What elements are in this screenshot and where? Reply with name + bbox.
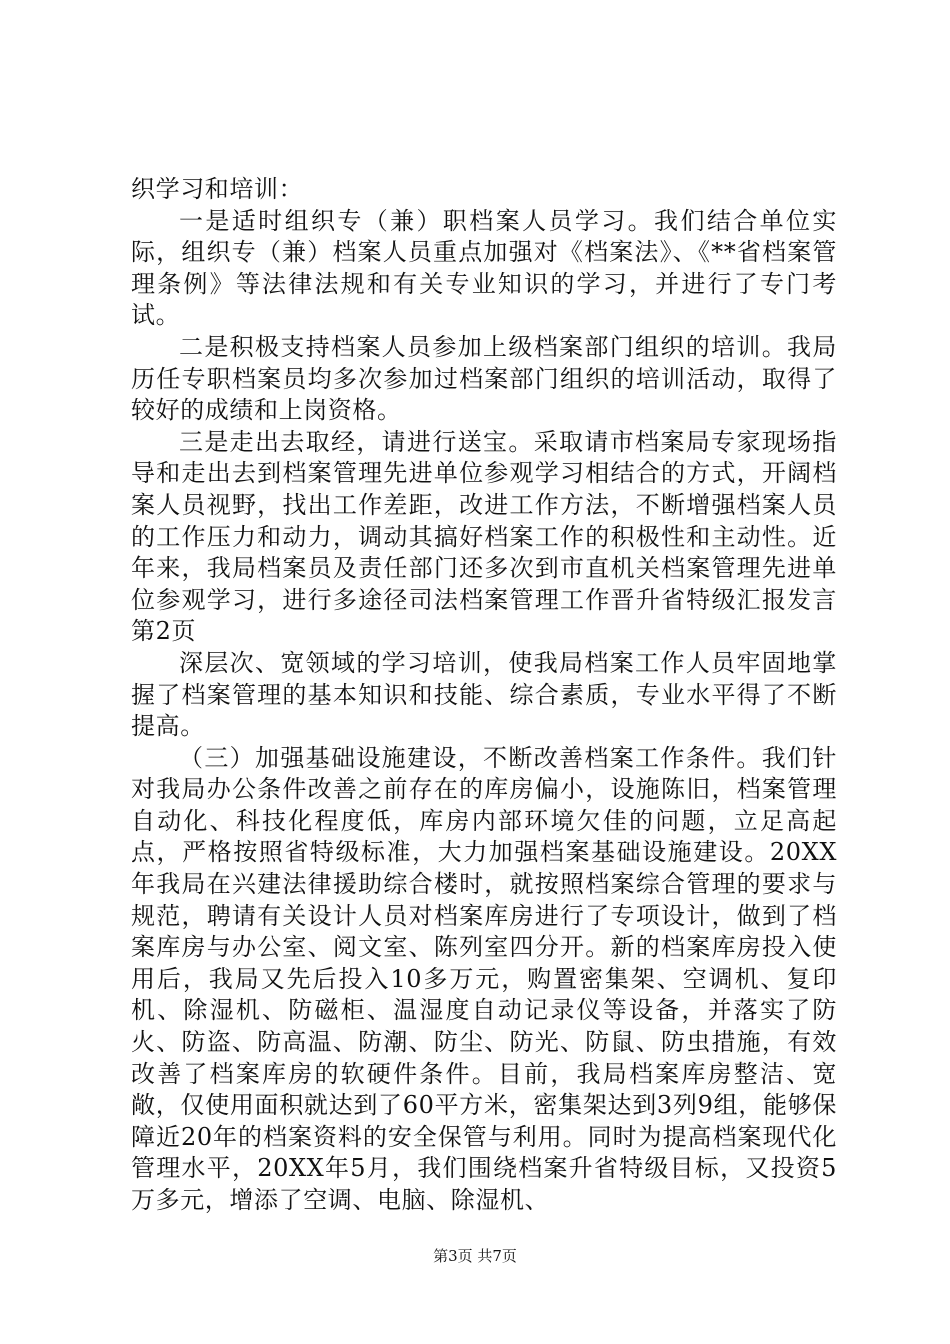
paragraph-continuation: 织学习和培训： bbox=[131, 175, 304, 203]
paragraph-outreach: 三是走出去取经，请进行送宝。采取请市档案局专家现场指导和走出去到档案管理先进单位参观学习相结合的方式，开阔档案人员视野，找出工作差距，改进工作方法，不断增强档案人员的工作压力和动力，调动其搞好档案工作的积极性和主动性。近年来，我局档案员及责任部门还多次到市直机关档案管理先进单位参观学习，进行多途径司法档案管理工作晋升省特级汇报发言第2页 bbox=[131, 427, 837, 646]
paragraph-training: 二是积极支持档案人员参加上级档案部门组织的培训。我局历任专职档案员均多次参加过档案部门组织的培训活动，取得了较好的成绩和上岗资格。 bbox=[131, 332, 837, 425]
paragraph-results: 深层次、宽领域的学习培训，使我局档案工作人员牢固地掌握了档案管理的基本知识和技能、综合素质，专业水平得了不断提高。 bbox=[131, 648, 837, 741]
paragraph-infrastructure: （三）加强基础设施建设，不断改善档案工作条件。我们针对我局办公条件改善之前存在的库房偏小，设施陈旧，档案管理自动化、科技化程度低，库房内部环境欠佳的问题，立足高起点，严格按照省特级标准，大力加强档案基础设施建设。20XX年我局在兴建法律援助综合楼时，就按照档案综合管理的要求与规范，聘请有关设计人员对档案库房进行了专项设计，做到了档案库房与办公室、阅文室、陈列室四分开。新的档案库房投入使用后，我局又先后投入10多万元，购置密集架、空调机、复印机、除湿机、防磁柜、温湿度自动记录仪等设备，并落实了防火、防盗、防高温、防潮、防尘、防光、防鼠、防虫措施，有效改善了档案库房的软硬件条件。目前，我局档案库房整洁、宽敞，仅使用面积就达到了60平方米，密集架达到3列9组，能够保障近20年的档案资料的安全保管与利用。同时为提高档案现代化管理水平，20XX年5月，我们围绕档案升省特级目标，又投资5万多元，增添了空调、电脑、除湿机、 bbox=[131, 743, 837, 1214]
paragraph-study: 一是适时组织专（兼）职档案人员学习。我们结合单位实际，组织专（兼）档案人员重点加强对《档案法》、《**省档案管理条例》等法律法规和有关专业知识的学习，并进行了专门考试。 bbox=[131, 206, 837, 330]
page-number-footer: 第3页 共7页 bbox=[433, 1247, 517, 1265]
document-body bbox=[131, 174, 837, 1217]
